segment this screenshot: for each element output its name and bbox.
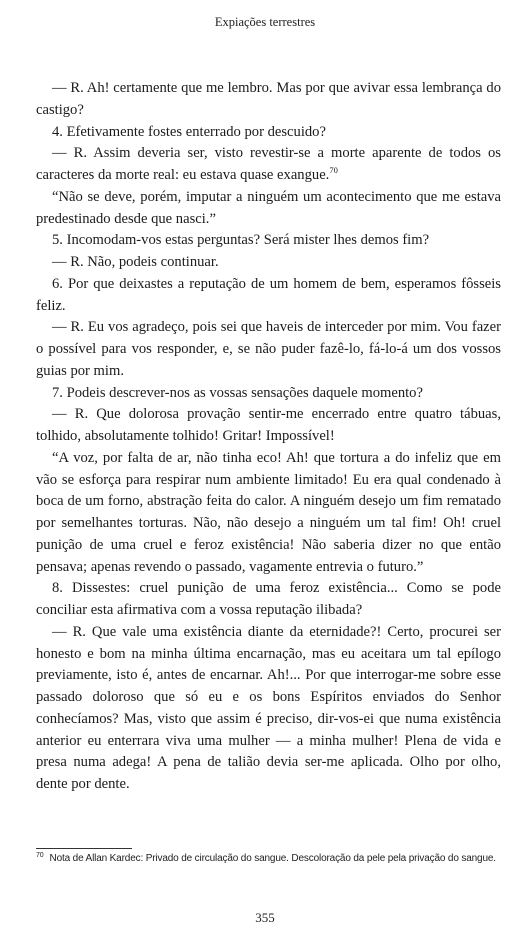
paragraph-1 — [36, 78, 501, 122]
paragraph-text: Incomodam-vos estas perguntas? Será mister lhes demos fim? — [62, 232, 430, 249]
footnote-divider — [36, 848, 132, 849]
page-number: 355 — [255, 910, 275, 925]
paragraph-13 — [36, 622, 501, 796]
paragraph-text: — R. Que dolorosa provação sentir-me encerrado entre quatro tábuas, tolhido, absolutamente tolhido! Gritar! Impossível! — [36, 406, 501, 444]
body-text — [36, 78, 501, 796]
question-number: 7. — [52, 384, 63, 401]
paragraph-text: “A voz, por falta de ar, não tinha eco! Ah! que tortura a do infeliz que em vão se esforça para respirar num ambiente limitado! Eu era qual condenado à boca de um forno, abstração feita do calor. A ninguém desejo um fim rematado por semelhantes torturas. Não, não desejo a ninguém um tal fim! Oh! cruel punição de uma cruel e feroz existência! Não saberia dizer no que então pensava; apenas revendo o passado, vagamente entrevia o futuro.” — [36, 449, 501, 575]
paragraph-6 — [36, 252, 501, 274]
footnote — [36, 853, 516, 864]
paragraph-text: Podeis descrever-nos as vossas sensações daquele momento? — [62, 384, 423, 401]
paragraph-9 — [36, 383, 501, 405]
question-number: 8. — [52, 580, 63, 597]
paragraph-text: Por que deixastes a reputação de um homem de bem, esperamos fôsseis feliz. — [36, 275, 501, 314]
running-head: Expiações terrestres — [214, 15, 316, 29]
paragraph-2 — [36, 122, 501, 144]
footnote-text: Nota de Allan Kardec: Privado de circulação do sangue. Descoloração da pele pela privação do sangue. — [49, 853, 496, 864]
paragraph-text: — R. Assim deveria ser, visto revestir-se a morte aparente de todos os caracteres da morte real: eu estava quase exangue. — [36, 145, 501, 183]
paragraph-10 — [36, 404, 501, 448]
question-number: 4. — [52, 123, 63, 140]
question-number: 6. — [52, 275, 63, 292]
footnote-mark: 70 — [36, 851, 44, 859]
question-number: 5. — [52, 232, 63, 249]
paragraph-7 — [36, 274, 501, 318]
paragraph-4 — [36, 187, 501, 231]
paragraph-text: — R. Ah! certamente que me lembro. Mas por que avivar essa lembrança do castigo? — [36, 80, 501, 118]
paragraph-text: “Não se deve, porém, imputar a ninguém um acontecimento que me estava predestinado desde que nasci.” — [36, 188, 501, 227]
paragraph-text: — R. Não, podeis continuar. — [52, 254, 219, 270]
paragraph-text: — R. Eu vos agradeço, pois sei que haveis de interceder por mim. Vou fazer o possível para vos responder, e, se não puder fazê-lo, fá-lo-á um dos vossos guias por mim. — [36, 319, 501, 379]
paragraph-text: Efetivamente fostes enterrado por descuido? — [62, 123, 326, 140]
paragraph-text: Dissestes: cruel punição de uma feroz existência... Como se pode conciliar esta afirmativa com a vossa reputação ilibada? — [36, 580, 501, 618]
paragraph-5 — [36, 230, 501, 252]
paragraph-12 — [36, 578, 501, 622]
paragraph-text: — R. Que vale uma existência diante da eternidade?! Certo, procurei ser honesto e bom na minha última encarnação, mas eu aceitara um tal epílogo previamente, isto é, antes de encarnar. Ah!... Por que interrogar-me sobre esse passado doloroso que só eu e os bons Espíritos enviados do Senhor conhecíamos? Mas, visto que assim é preciso, dir-vos-ei que numa existência anterior eu enterrara viva uma mulher — a minha mulher! Plena de vida e presa numa adega! A pena de talião devia ser-me aplicada. Olho por olho, dente por dente. — [36, 623, 501, 792]
paragraph-11 — [36, 448, 501, 579]
paragraph-3 — [36, 143, 501, 187]
paragraph-8 — [36, 317, 501, 382]
footnote-reference[interactable]: 70 — [329, 165, 338, 176]
